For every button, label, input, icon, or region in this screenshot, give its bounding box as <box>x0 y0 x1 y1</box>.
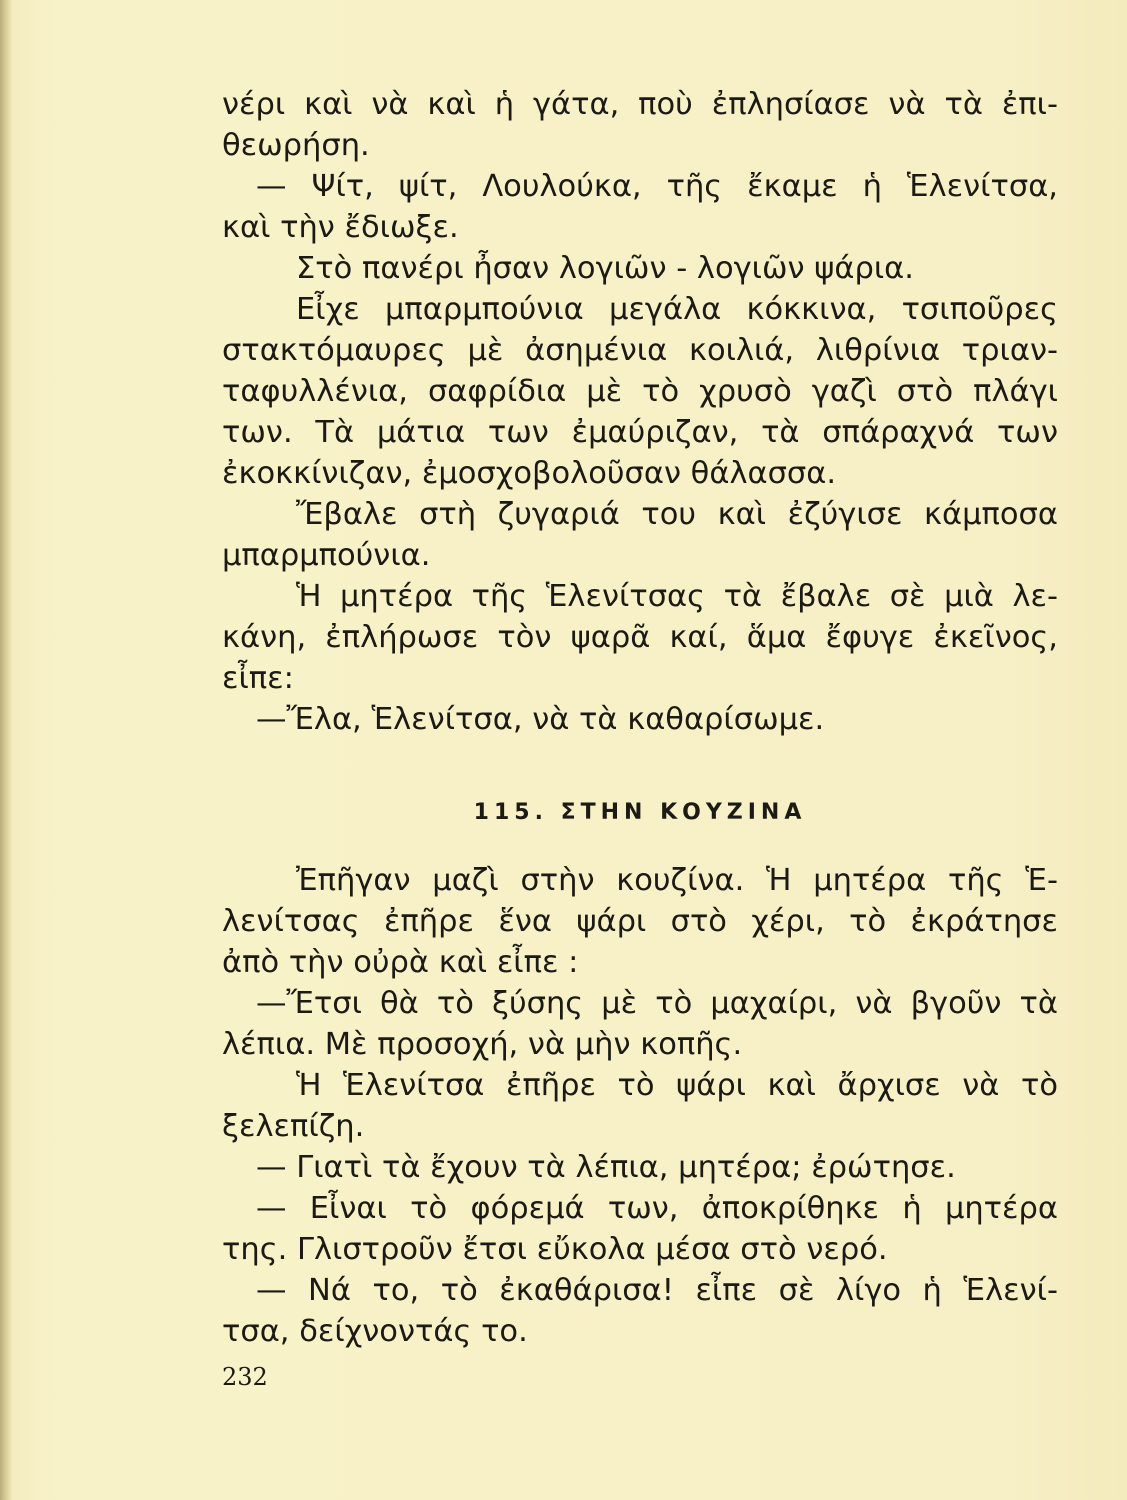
text-line: νέρι καὶ νὰ καὶ ἡ γάτα, ποὺ ἐπλησίασε νὰ τὰ ἐπι- <box>222 87 1058 122</box>
text-line: λέπια. Μὲ προσοχή, νὰ μὴν κοπῆς. <box>222 1027 743 1062</box>
text-line: Εἶχε μπαρμπούνια μεγάλα κόκκινα, τσιποῦρες <box>296 292 1058 327</box>
text-line: — Νά το, τὸ ἐκαθάρισα! εἶπε σὲ λίγο ἡ Ἑλενί- <box>256 1273 1058 1308</box>
text-line: λενίτσας ἐπῆρε ἕνα ψάρι στὸ χέρι, τὸ ἐκράτησε <box>222 904 1058 939</box>
text-line: κάνη, ἐπλήρωσε τὸν ψαρᾶ καί, ἅμα ἔφυγε ἐκεῖνος, <box>222 620 1058 655</box>
text-section-2 <box>222 860 1058 1352</box>
text-line: ταφυλλένια, σαφρίδια μὲ τὸ χρυσὸ γαζὶ στὸ πλάγι <box>222 374 1058 409</box>
text-line: Ἐπῆγαν μαζὶ στὴν κουζίνα. Ἡ μητέρα τῆς Ἑ- <box>296 863 1058 898</box>
text-line: —Ἔτσι θὰ τὸ ξύσης μὲ τὸ μαχαίρι, νὰ βγοῦν τὰ <box>256 986 1058 1021</box>
text-section-1 <box>222 84 1058 740</box>
text-line: καὶ τὴν ἔδιωξε. <box>222 210 459 245</box>
text-line: ἀπὸ τὴν οὐρὰ καὶ εἶπε : <box>222 945 579 980</box>
text-line: τσα, δείχνοντάς το. <box>222 1314 528 1349</box>
text-line: στακτόμαυρες μὲ ἀσημένια κοιλιά, λιθρίνια τριαν- <box>222 333 1058 368</box>
text-line: των. Τὰ μάτια των ἐμαύριζαν, τὰ σπάραχνά των <box>222 415 1058 450</box>
chapter-heading: 115. ΣΤΗΝ ΚΟΥΖΙΝΑ <box>473 800 807 825</box>
text-line: — Γιατὶ τὰ ἔχουν τὰ λέπια, μητέρα; ἐρώτησε. <box>256 1150 956 1185</box>
text-line: της. Γλιστροῦν ἔτσι εὔκολα μέσα στὸ νερό. <box>222 1232 888 1267</box>
text-line: μπαρμπούνια. <box>222 538 431 573</box>
text-line: Ἡ Ἑλενίτσα ἐπῆρε τὸ ψάρι καὶ ἄρχισε νὰ τὸ <box>296 1068 1058 1103</box>
text-line: —Ἔλα, Ἑλενίτσα, νὰ τὰ καθαρίσωμε. <box>256 702 825 737</box>
text-line: Στὸ πανέρι ἦσαν λογιῶν - λογιῶν ψάρια. <box>296 251 914 286</box>
text-line: εἶπε: <box>222 661 294 696</box>
text-line: ξελεπίζη. <box>222 1109 365 1144</box>
text-line: Ἔβαλε στὴ ζυγαριά του καὶ ἐζύγισε κάμποσα <box>296 497 1058 532</box>
text-line: θεωρήση. <box>222 128 370 163</box>
text-line: Ἡ μητέρα τῆς Ἑλενίτσας τὰ ἔβαλε σὲ μιὰ λε- <box>296 579 1058 614</box>
page-spine-shadow <box>0 0 12 1500</box>
page-number: 232 <box>222 1363 268 1391</box>
text-line: — Ψίτ, ψίτ, Λουλούκα, τῆς ἔκαμε ἡ Ἑλενίτσα, <box>256 169 1058 204</box>
text-line: — Εἶναι τὸ φόρεμά των, ἀποκρίθηκε ἡ μητέρα <box>256 1191 1058 1226</box>
text-line: ἐκοκκίνιζαν, ἐμοσχοβολοῦσαν θάλασσα. <box>222 456 837 491</box>
